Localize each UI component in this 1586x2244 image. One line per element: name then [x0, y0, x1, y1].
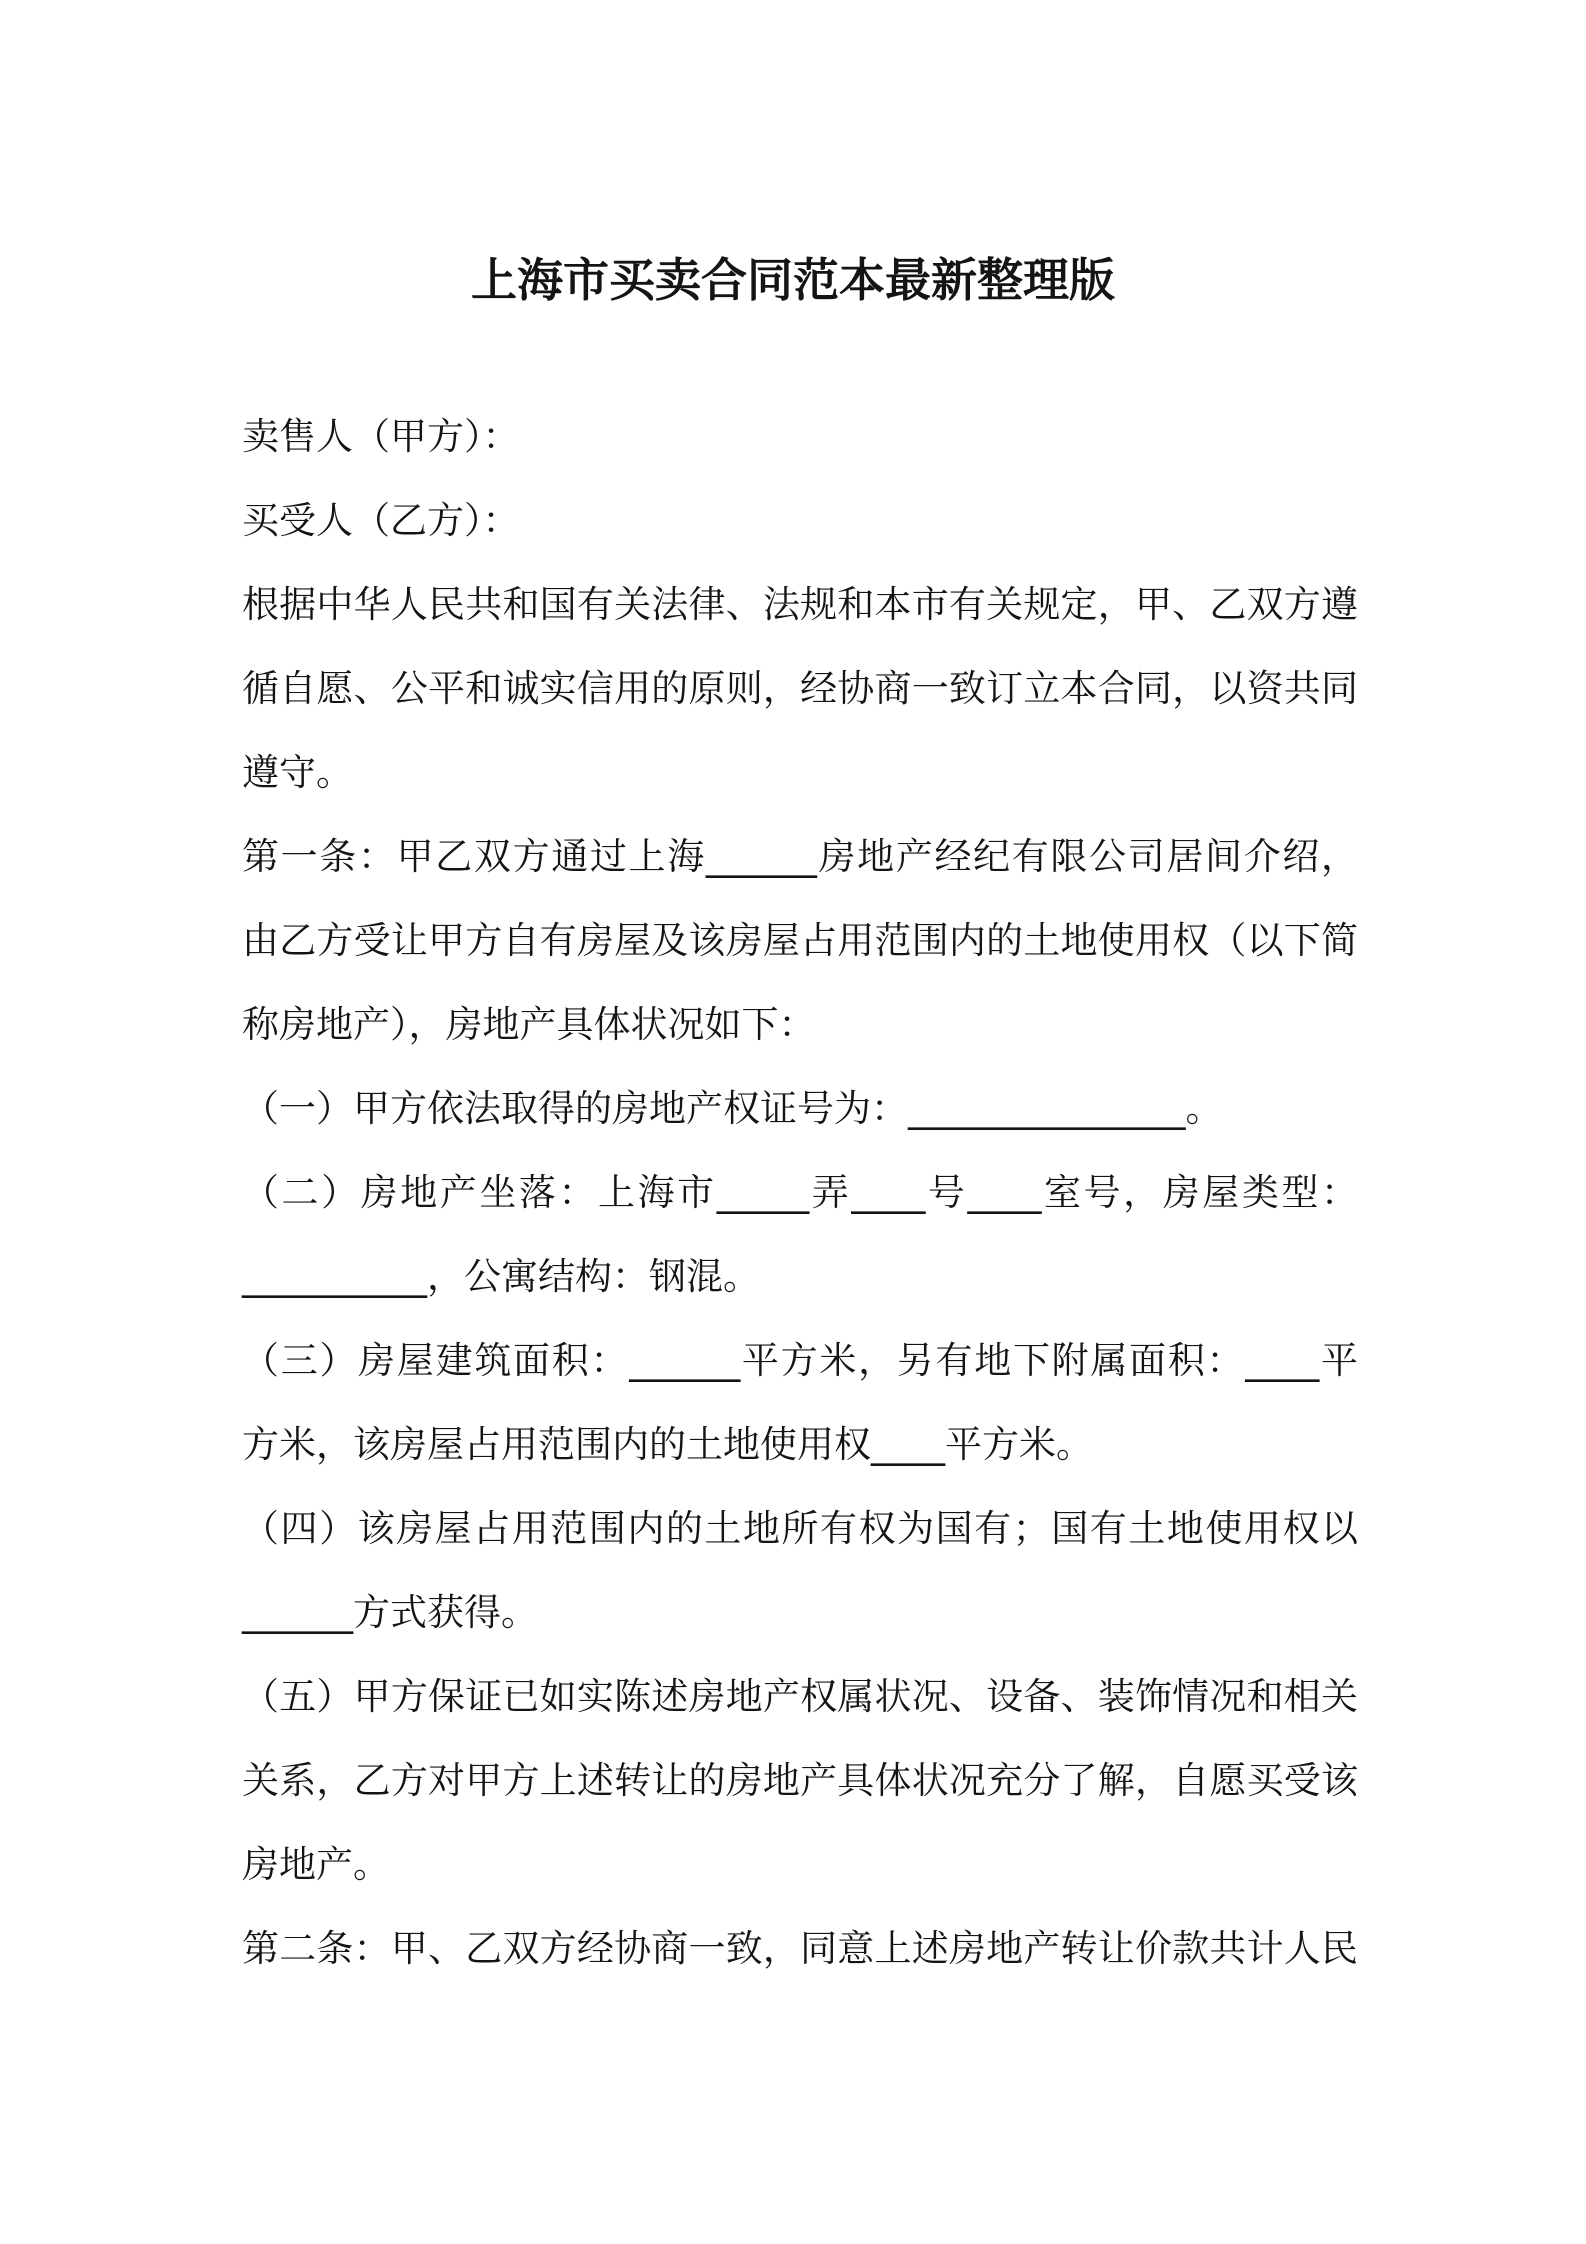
text-line: 由乙方受让甲方自有房屋及该房屋占用范围内的土地使用权（以下简 [242, 919, 1358, 962]
text-line: （二）房地产坐落：上海市_____弄____号____室号，房屋类型： [242, 1171, 1358, 1214]
text-line: 关系，乙方对甲方上述转让的房地产具体状况充分了解，自愿买受该 [242, 1759, 1358, 1802]
buyer-line [242, 479, 1358, 563]
text-line: 遵守。 [242, 751, 353, 794]
text-line: 第二条：甲、乙双方经协商一致，同意上述房地产转让价款共计人民 [242, 1927, 1358, 1970]
text-line: 卖售人（甲方）： [242, 415, 520, 458]
seller-line [242, 395, 1358, 479]
text-line: （五）甲方保证已如实陈述房地产权属状况、设备、装饰情况和相关 [242, 1675, 1358, 1718]
text-line: __________，公寓结构：钢混。 [242, 1255, 760, 1298]
text-line: ______方式获得。 [242, 1591, 538, 1634]
clause-4-paragraph [242, 1487, 1358, 1655]
text-line: 第一条：甲乙双方通过上海______房地产经纪有限公司居间介绍， [242, 835, 1358, 878]
text-line: 方米，该房屋占用范围内的土地使用权____平方米。 [242, 1423, 1093, 1466]
article-1-paragraph [242, 815, 1358, 1067]
clause-2-paragraph [242, 1151, 1358, 1319]
text-line: （三）房屋建筑面积：______平方米，另有地下附属面积：____平 [242, 1339, 1358, 1382]
text-line: （一）甲方依法取得的房地产权证号为：_______________。 [242, 1087, 1223, 1130]
clause-5-paragraph [242, 1655, 1358, 1907]
preamble-paragraph [242, 563, 1358, 815]
text-line: 买受人（乙方）： [242, 499, 520, 542]
text-line: 房地产。 [242, 1843, 390, 1886]
text-line: 称房地产），房地产具体状况如下： [242, 1003, 816, 1046]
clause-1-paragraph [242, 1067, 1358, 1151]
article-2-paragraph [242, 1907, 1358, 1991]
clause-3-paragraph [242, 1319, 1358, 1487]
document-title: 上海市买卖合同范本最新整理版 [471, 252, 1115, 307]
text-line: 循自愿、公平和诚实信用的原则，经协商一致订立本合同，以资共同 [242, 667, 1358, 710]
document-body [242, 395, 1358, 1991]
text-line: 根据中华人民共和国有关法律、法规和本市有关规定，甲、乙双方遵 [242, 583, 1358, 626]
text-line: （四）该房屋占用范围内的土地所有权为国有；国有土地使用权以 [242, 1507, 1358, 1550]
